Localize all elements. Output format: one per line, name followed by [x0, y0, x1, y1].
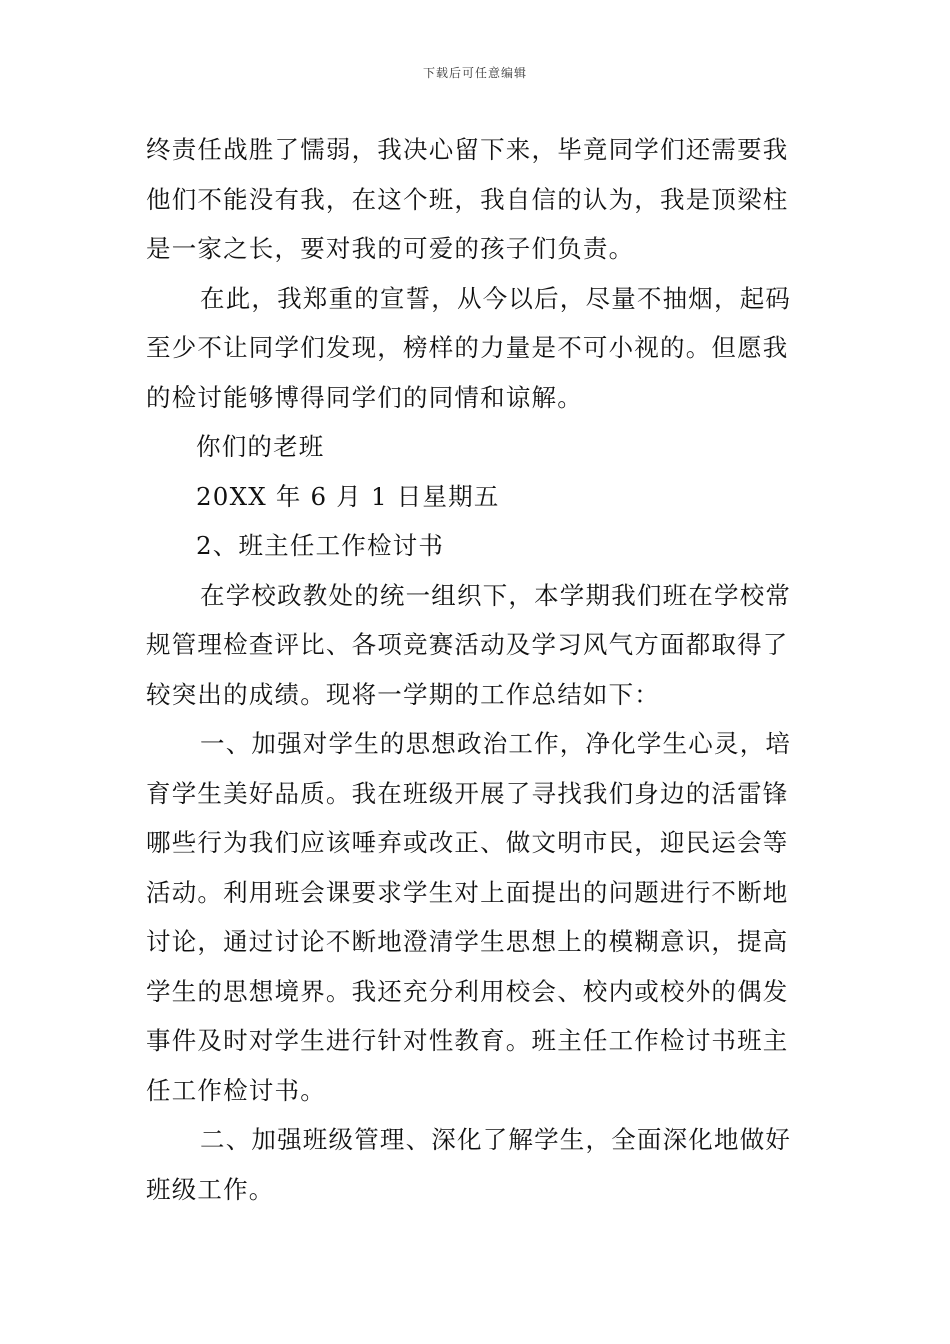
- text-line: 是一家之长，要对我的可爱的孩子们负责。: [146, 234, 635, 263]
- text-line: 哪些行为我们应该唾弃或改正、做文明市民，迎民运会等: [146, 828, 789, 857]
- text-line: 讨论，通过讨论不断地澄清学生思想上的模糊意识，提高: [146, 927, 789, 956]
- page-header: 下载后可任意编辑: [422, 66, 527, 80]
- signature-line: 你们的老班: [196, 432, 325, 461]
- date-line: 20XX 年 6 月 1 日星期五: [196, 481, 500, 511]
- text-line: 班级工作。: [146, 1174, 275, 1204]
- text-line: 的检讨能够博得同学们的同情和谅解。: [146, 382, 583, 412]
- text-line: 事件及时对学生进行针对性教育。班主任工作检讨书班主: [146, 1026, 789, 1055]
- text-line: 任工作检讨书。: [146, 1075, 326, 1105]
- paragraph-first-line: 二、加强班级管理、深化了解学生，全面深化地做好: [200, 1125, 792, 1154]
- paragraph-first-line: 一、加强对学生的思想政治工作，净化学生心灵，培: [200, 729, 792, 758]
- text-line: 他们不能没有我，在这个班，我自信的认为，我是顶梁柱: [146, 184, 789, 214]
- text-line: 较突出的成绩。现将一学期的工作总结如下：: [146, 679, 660, 709]
- text-line: 学生的思想境界。我还充分利用校会、校内或校外的偶发: [146, 976, 789, 1006]
- text-line: 规管理检查评比、各项竞赛活动及学习风气方面都取得了: [146, 630, 789, 659]
- document-body: [146, 125, 808, 1214]
- paragraph-first-line: 在此，我郑重的宣誓，从今以后，尽量不抽烟，起码: [200, 283, 792, 313]
- text-line: 至少不让同学们发现，榜样的力量是不可小视的。但愿我: [146, 333, 789, 362]
- text-line: 终责任战胜了懦弱，我决心留下来，毕竟同学们还需要我: [146, 135, 789, 164]
- text-line: 育学生美好品质。我在班级开展了寻找我们身边的活雷锋: [146, 778, 789, 808]
- section-heading: 2、班主任工作检讨书: [196, 531, 445, 560]
- paragraph-first-line: 在学校政教处的统一组织下，本学期我们班在学校常: [200, 580, 792, 610]
- text-line: 活动。利用班会课要求学生对上面提出的问题进行不断地: [146, 877, 789, 907]
